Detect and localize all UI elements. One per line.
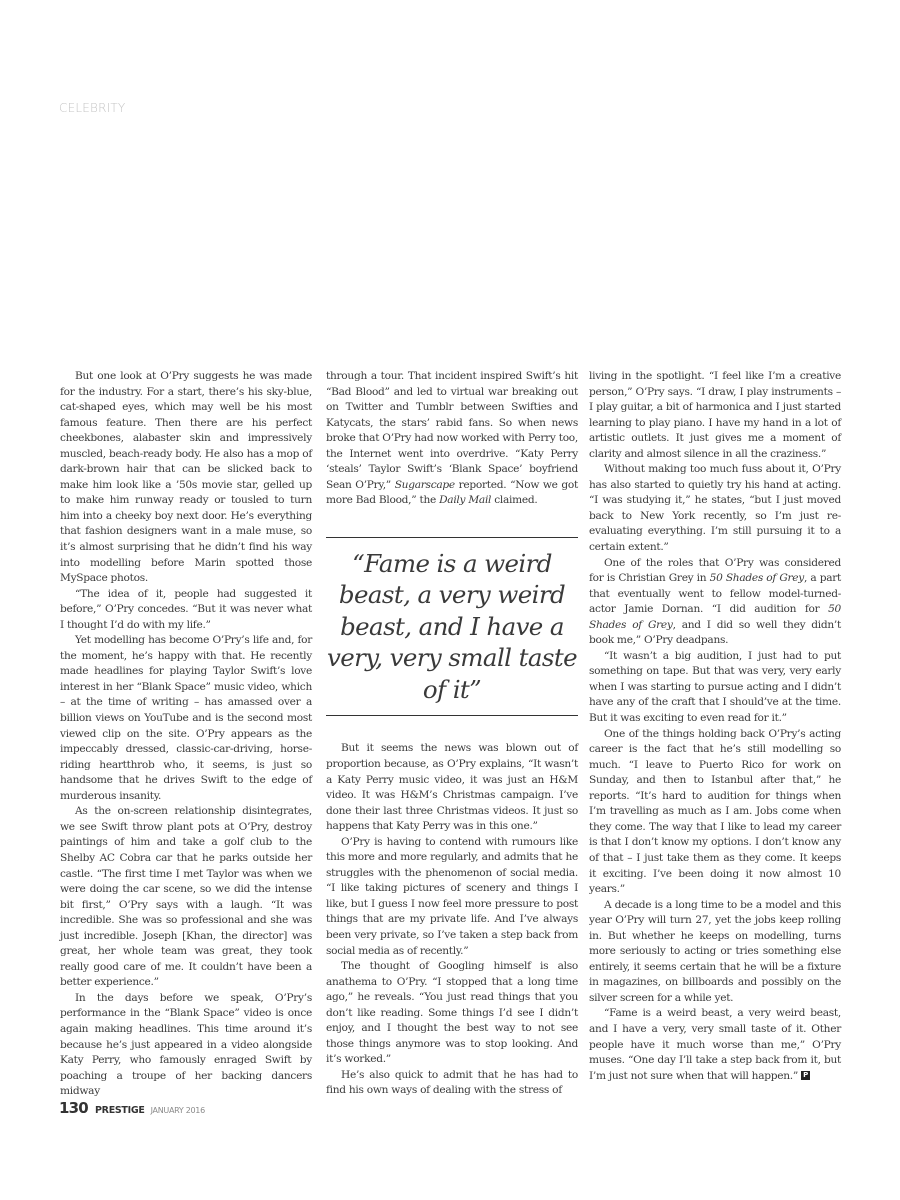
text-span: “Fame is a weird beast, a very weird beast, and I have a very, very small taste of it. Other people have it much worse than me,” O’Pry muses. “One day I’ll take a step back from it, but I’m just not sure when that will happen.”: [589, 1007, 841, 1082]
paragraph: A decade is a long time to be a model and this year O’Pry will turn 27, yet the jobs keep rolling in. But whether he keeps on modelling, turns more seriously to acting or tries something else entirely, it seems certain that he will be a fixture in magazines, on billboards and possibly on the silver screen for a while yet.: [589, 898, 841, 1004]
paragraph: The thought of Googling himself is also anathema to O’Pry. “I stopped that a long time ago,” he reveals. “You just read things that you don’t like reading. Some things I’d see I didn’t enjoy, and I thought the best way to not see those things anymore was to stop looking. And it’s worked.”: [326, 960, 578, 1066]
paragraph: Without making too much fuss about it, O’Pry has also started to quietly try his hand at acting. “I was studying it,” he states, “but I just moved back to New York recently, so I’m just re-evaluating everything. I’m still pursuing it to a certain extent.”: [589, 463, 841, 554]
paragraph: In the days before we speak, O’Pry’s performance in the “Blank Space” video is once again making headlines. This time around it’s because he’s just appeared in a video alongside Katy Perry, who famously enraged Swift by poaching a troupe of her backing dancers midway: [60, 991, 312, 1098]
text-span: through a tour. That incident inspired Swift’s hit “Bad Blood” and led to virtual war breaking out on Twitter and Tumblr between Swifties and Katycats, the stars’ rabid fans. So when news broke that O’Pry had now worked with Perry too, the Internet went into overdrive. “Katy Perry ‘steals’ Taylor Swift’s ‘Blank Space’ boyfriend Sean O’Pry,”: [326, 370, 578, 491]
section-label: CELEBRITY: [59, 101, 126, 115]
film-title: 50 Shades of Grey: [709, 572, 804, 585]
paragraph: But it seems the news was blown out of proportion because, as O’Pry explains, “It wasn’t a Katy Perry music video, it was just an H&M video. It was H&M’s Christmas campaign. I’ve done their last three Christmas videos. It just so happens that Katy Perry was in this one.”: [326, 742, 578, 833]
paragraph: As the on-screen relationship disintegrates, we see Swift throw plant pots at O’Pry, destroy paintings of him and take a golf club to the Shelby AC Cobra car that he parks outside her castle. “The first time I met Taylor was when we were doing the car scene, so we did the intense bit first,” O’Pry says with a laugh. “It was incredible. She was so professional and she was just incredible. Joseph [Khan, the director] was great, her whole team was great, they took really good care of me. It couldn’t have been a better experience.”: [60, 805, 312, 989]
paragraph: [589, 1006, 841, 1084]
paragraph: He’s also quick to admit that he has had to find his own ways of dealing with the stress of: [326, 1068, 578, 1097]
article-column-3: [589, 369, 841, 1084]
issue-date: JANUARY 2016: [150, 1106, 205, 1115]
page-footer: [59, 1098, 205, 1117]
end-mark-icon: P: [801, 1071, 810, 1080]
paragraph: Yet modelling has become O’Pry’s life and, for the moment, he’s happy with that. He recently made headlines for playing Taylor Swift’s love interest in her “Blank Space” music video, which – at the time of writing – has amassed over a billion views on YouTube and is the second most viewed clip on the site. O’Pry appears as the impeccably dressed, classic-car-driving, horse-riding heartthrob who, it seems, is just so handsome that he drives Swift to the edge of murderous insanity.: [60, 634, 312, 802]
text-span: One of the roles that O’Pry was considered for is Christian Grey in: [589, 556, 841, 585]
paragraph: One of the things holding back O’Pry’s acting career is the fact that he’s still modelling so much. “I leave to Puerto Rico for work on Sunday, and then to Istanbul after that,” he reports. “It’s hard to audition for things when I’m travelling as much as I am. Jobs come when they come. The way that I like to lead my career is that I don’t know my options. I don’t know any of that – I just take them as they come. It keeps it exciting. I’ve been doing it now almost 10 years.”: [589, 727, 841, 896]
text-span: , and I did so well they didn’t book me,” O’Pry deadpans.: [589, 618, 841, 647]
publication-name: Daily Mail: [439, 494, 492, 507]
paragraph: “The idea of it, people had suggested it before,” O’Pry concedes. “But it was never what I thought I’d do with my life.”: [60, 587, 312, 631]
film-title: 50 Shades of Grey: [589, 603, 841, 631]
text-span: , a part that eventually went to fellow model-turned-actor Jamie Dornan. “I did audition for: [589, 572, 841, 616]
paragraph-continuation: living in the spotlight. “I feel like I’m a creative person,” O’Pry says. “I draw, I play instruments – I play guitar, a bit of harmonica and I just started learning to play piano. I have my hand in a lot of artistic outlets. It just gives me a moment of clarity and almost silence in all the craziness.”: [589, 370, 841, 460]
paragraph-continuation: [326, 369, 578, 509]
pull-quote: “Fame is a weird beast, a very weird beast, and I have a very, very small taste of it”: [326, 537, 578, 717]
paragraph: “It wasn’t a big audition, I just had to put something on tape. But that was very, very early when I was starting to pursue acting and I didn’t have any of the craft that I should’ve at the time. But it was exciting to even read for it.”: [589, 649, 841, 725]
magazine-name: PRESTIGE: [95, 1105, 145, 1116]
text-span: claimed.: [491, 494, 538, 507]
article-column-1: [60, 369, 312, 1100]
article-column-2: [326, 369, 578, 1099]
publication-name: Sugarscape: [394, 478, 455, 491]
paragraph: [589, 556, 841, 649]
paragraph: O’Pry is having to contend with rumours like this more and more regularly, and admits that he struggles with the phenomenon of social media. “I like taking pictures of scenery and things I like, but I guess I now feel more pressure to post things that are my private life. And I’ve always been very private, so I’ve taken a step back from social media as of recently.”: [326, 835, 578, 957]
text-span: reported. “Now we got more Bad Blood,” the: [326, 478, 578, 507]
paragraph: But one look at O’Pry suggests he was made for the industry. For a start, there’s his sky-blue, cat-shaped eyes, which may well be his most famous feature. Then there are his perfect cheekbones, alabaster skin and impressively muscled, beach-ready body. He also has a mop of dark-brown hair that can be slicked back to make him look like a ’50s movie star, gelled up to make him runway ready or tousled to turn him into a cheeky boy next door. He’s everything that fashion designers want in a male muse, so it’s almost surprising that he didn’t find his way into modelling before Marin spotted those MySpace photos.: [60, 370, 312, 585]
page-number: 130: [59, 1099, 88, 1117]
